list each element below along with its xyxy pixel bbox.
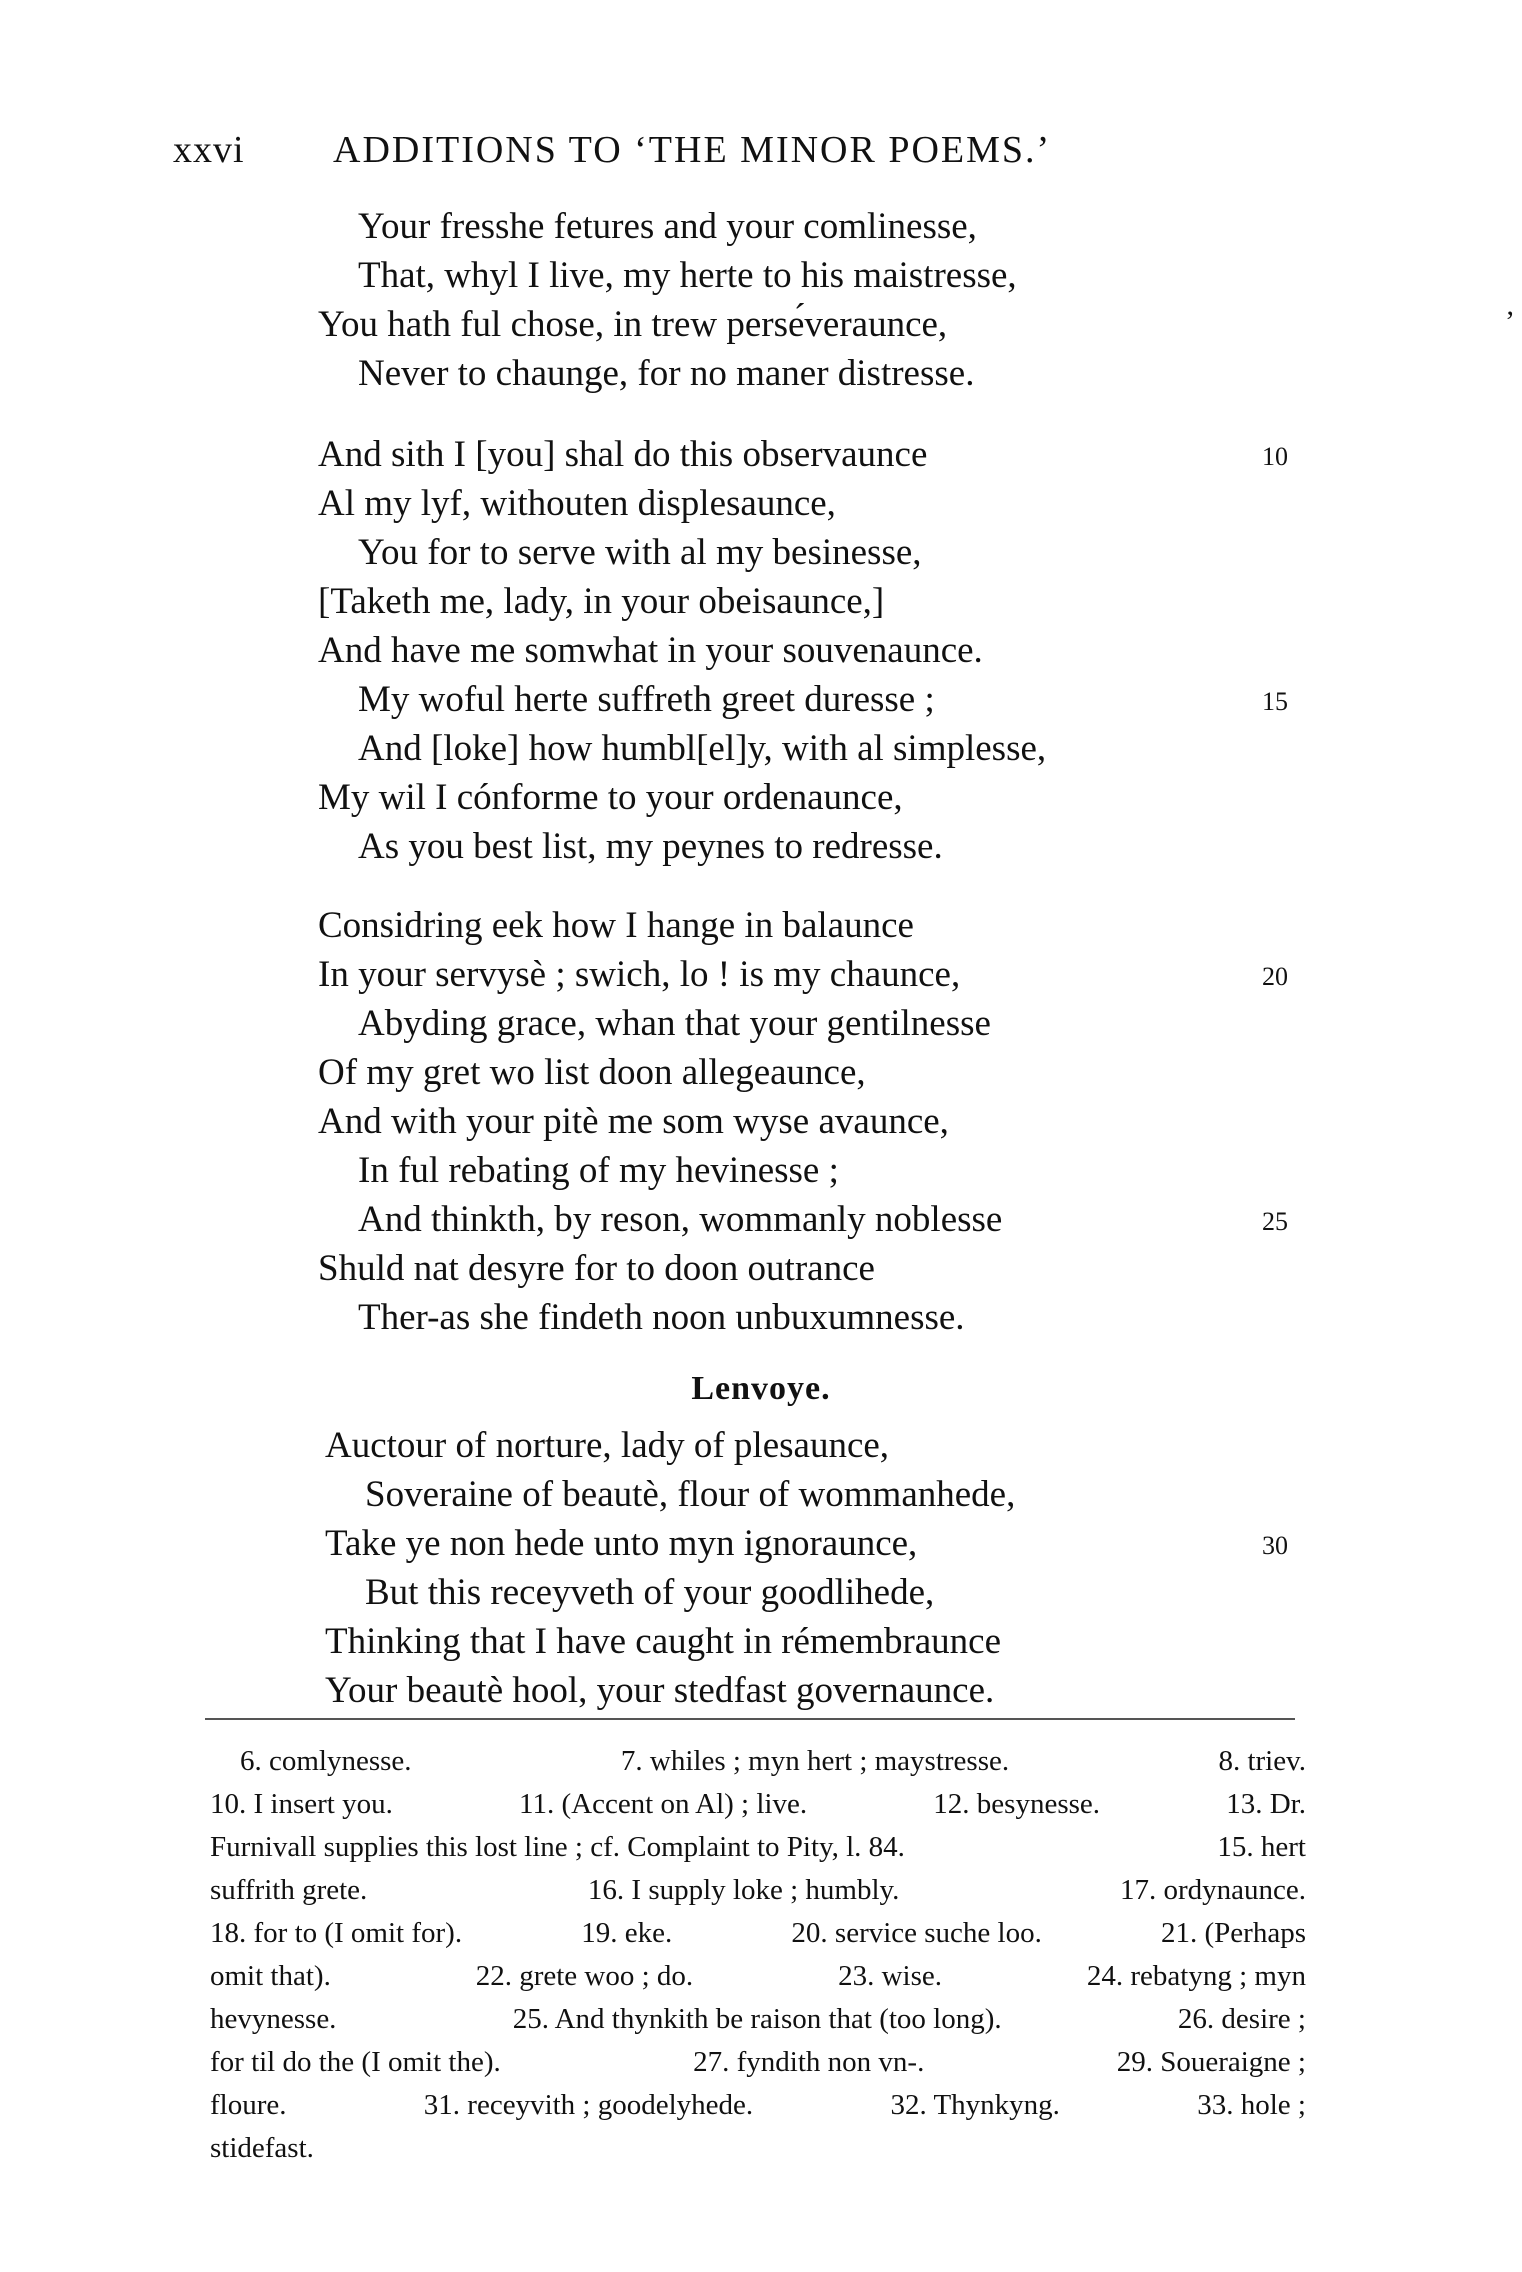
footnote: 21. (Perhaps bbox=[1161, 1917, 1306, 1949]
footnote: floure. bbox=[210, 2089, 287, 2121]
footnote-row bbox=[210, 1783, 1306, 1826]
footnote-row bbox=[210, 1912, 1306, 1955]
footnote: 27. fyndith non vn-. bbox=[693, 2046, 925, 2078]
footnote: suffrith grete. bbox=[210, 1874, 368, 1906]
section-heading: Lenvoye. bbox=[691, 1370, 831, 1407]
footnote: 26. desire ; bbox=[1177, 2003, 1306, 2035]
footnote: 19. eke. bbox=[581, 1917, 673, 1949]
poem-line: Never to chaunge, for no maner distresse. bbox=[358, 353, 975, 394]
footnote-row bbox=[210, 1740, 1306, 1783]
footnote: 13. Dr. bbox=[1226, 1788, 1306, 1820]
poem-line: Shuld nat desyre for to doon outrance bbox=[318, 1248, 875, 1289]
footnote: 17. ordynaunce. bbox=[1119, 1874, 1306, 1906]
footnote: 10. I insert you. bbox=[210, 1788, 393, 1820]
poem-line: Abyding grace, whan that your gentilnesse bbox=[358, 1003, 991, 1044]
footnote: 6. comlynesse. bbox=[240, 1745, 412, 1777]
footnote-row bbox=[210, 2041, 1306, 2084]
poem-line: As you best list, my peynes to redresse. bbox=[358, 826, 943, 867]
footnote: 31. receyvith ; goodelyhede. bbox=[423, 2089, 754, 2121]
line-number: 15 bbox=[1262, 687, 1288, 716]
footnote-row bbox=[210, 2084, 1306, 2127]
poem-line: Take ye non hede unto myn ignoraunce, bbox=[325, 1523, 918, 1564]
poem-line: And thinkth, by reson, wommanly noblesse bbox=[358, 1199, 1003, 1240]
footnote-row bbox=[210, 2127, 1306, 2170]
footnote: 12. besynesse. bbox=[933, 1788, 1101, 1820]
poem-line: Auctour of norture, lady of plesaunce, bbox=[325, 1425, 890, 1466]
footnote-row bbox=[210, 1826, 1306, 1869]
footnote: 20. service suche loo. bbox=[791, 1917, 1042, 1949]
line-number: 25 bbox=[1262, 1207, 1288, 1236]
footnote: for til do the (I omit the). bbox=[210, 2046, 501, 2078]
footnote: 32. Thynkyng. bbox=[890, 2089, 1060, 2121]
poem-line: And [loke] how humbl[el]y, with al simplesse, bbox=[358, 728, 1047, 769]
footnote: 24. rebatyng ; myn bbox=[1086, 1960, 1306, 1992]
footnote: 11. (Accent on Al) ; live. bbox=[519, 1788, 808, 1820]
footnote-divider bbox=[205, 1718, 1295, 1720]
poem-line: You hath ful chose, in trew persе́veraunce, bbox=[318, 304, 948, 345]
footnote: 29. Soueraigne ; bbox=[1116, 2046, 1306, 2078]
line-number: 30 bbox=[1262, 1531, 1288, 1560]
poem-line: You for to serve with al my besinesse, bbox=[358, 532, 922, 573]
poem-line: Soveraine of beautѐ, flour of wommanhede, bbox=[365, 1474, 1016, 1515]
footnotes bbox=[210, 1740, 1306, 2170]
footnote: 16. I supply loke ; humbly. bbox=[587, 1874, 900, 1906]
footnote-row bbox=[210, 1998, 1306, 2041]
running-header bbox=[173, 128, 1353, 178]
footnote: 33. hole ; bbox=[1197, 2089, 1306, 2121]
line-number: 20 bbox=[1262, 962, 1288, 991]
poem-line: Considring eek how I hange in balaunce bbox=[318, 905, 914, 946]
poem-line: And with your pitѐ me som wyse avaunce, bbox=[318, 1101, 949, 1142]
footnote: 22. grete woo ; do. bbox=[475, 1960, 694, 1992]
poem-line: Al my lyf, withouten displesaunce, bbox=[318, 483, 836, 524]
footnote: 7. whiles ; myn hert ; maystresse. bbox=[620, 1745, 1010, 1777]
poem-line: That, whyl I live, my herte to his maistresse, bbox=[358, 255, 1017, 296]
poem-line: But this receyveth of your goodlihede, bbox=[365, 1572, 935, 1613]
poem-line: Of my gret wo list doon allegeaunce, bbox=[318, 1052, 866, 1093]
footnote-row bbox=[210, 1869, 1306, 1912]
footnote: stidefast. bbox=[210, 2132, 314, 2164]
page-number: xxvi bbox=[173, 129, 245, 171]
footnote: 15. hert bbox=[1217, 1831, 1306, 1863]
poem-line: And have me somwhat in your souvenaunce. bbox=[318, 630, 983, 671]
poem-line: My wil I cónforme to your ordenaunce, bbox=[318, 777, 903, 818]
footnote: 23. wise. bbox=[838, 1960, 942, 1992]
poem-line: My woful herte suffreth greet duresse ; bbox=[358, 679, 935, 720]
poem-line: And sith I [you] shal do this observaunce bbox=[318, 434, 928, 475]
poem-line: In ful rebating of my hevinesse ; bbox=[358, 1150, 839, 1191]
footnote: hevynesse. bbox=[210, 2003, 337, 2035]
poem-line: Your fresshe fetures and your comlinesse, bbox=[358, 206, 977, 247]
running-title: ADDITIONS TO ‘THE MINOR POEMS.’ bbox=[333, 129, 1052, 171]
footnote-row bbox=[210, 1955, 1306, 1998]
poem-line: [Taketh me, lady, in your obeisaunce,] bbox=[318, 581, 885, 622]
poem-line: Thinking that I have caught in rémembraunce bbox=[325, 1621, 1002, 1662]
footnote: 25. And thynkith be raison that (too long). bbox=[512, 2003, 1002, 2035]
line-number: 10 bbox=[1262, 442, 1288, 471]
stray-mark: ’ bbox=[1505, 305, 1515, 338]
footnote: 8. triev. bbox=[1218, 1745, 1306, 1777]
footnote: 18. for to (I omit for). bbox=[210, 1917, 463, 1949]
footnote: Furnivall supplies this lost line ; cf. Complaint to Pity, l. 84. bbox=[210, 1831, 905, 1863]
poem-line: Ther-as she findeth noon unbuxumnesse. bbox=[358, 1297, 965, 1338]
poem-line: Your beautѐ hool, your stedfast governaunce. bbox=[325, 1670, 995, 1711]
footnote: omit that). bbox=[210, 1960, 331, 1992]
poem-line: In your servysѐ ; swich, lo ! is my chaunce, bbox=[318, 954, 961, 995]
